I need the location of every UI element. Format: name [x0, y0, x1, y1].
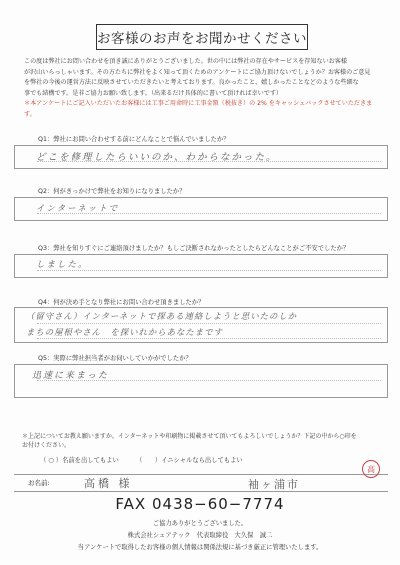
question-1-label: Q1：弊社にお問い合わせする前にどんなことで悩んでいましたか？ [38, 136, 230, 143]
question-3-label: Q3：弊社を知りすぐにご連絡頂けましたか？もしご決断されなかったとしたらどんなことがご不安でしたか？ [38, 245, 350, 252]
option-name-ok[interactable]: （ ○ ）名前を出してもよい [40, 457, 119, 464]
answer-2-handwriting: インターネットで [36, 204, 120, 214]
answer-4-handwriting-line-1: （留守さん）インターネットで探ある連絡しようと思いたのしか [26, 311, 298, 321]
page-title: お客様のお声をお聞かせください [96, 24, 308, 50]
intro-line: 事でも結構です。是非ご協力お願い致します。（出来るだけ具体的に書いて頂ければ幸いです） [24, 89, 283, 97]
cashback-note: ＊本アンケートにご記入いただいたお客様には工事ご用命時に工事金額（税抜き）の 2% をキャッシュバックさせていただきます。 [24, 100, 373, 118]
city-handwriting: 袖ヶ浦市 [248, 478, 300, 491]
dotted-line [37, 338, 381, 339]
intro-line: が沢山いらっしゃいます。その方たちに弊社をよく知って頂くためのアンケートにご協力頂けないでしょうか？お客様のご意見 [24, 68, 371, 76]
answer-4-handwriting-line-2: まちの屋根やさん を探いれからあなたまです [26, 327, 223, 337]
intro-line: を弊社の今後の運営方法に反映させていただきたいと考えております。良かったこと、嬉しかったことなどのような些細な [24, 79, 359, 87]
dotted-line [37, 270, 381, 271]
answer-5-handwriting: 迅速に来まった [32, 371, 110, 381]
question-2-label: Q2：何がきっかけで弊社をお知りになりましたか？ [38, 188, 186, 195]
fax-number: FAX 0438−60−7774 [115, 495, 285, 513]
answer-3-handwriting: しました。 [36, 260, 89, 270]
name-label: お名前: [28, 479, 50, 487]
dotted-line [37, 323, 381, 324]
name-handwriting: 高橋 様 [84, 477, 133, 490]
name-row [14, 474, 388, 492]
footer-privacy: 当アンケートで取得したお客様の個人情報は関係法規に基づき厳正に管理いたします。 [77, 544, 323, 551]
intro-line: この度は弊社にお問い合わせを頂き誠にありがとうございました。世の中には弊社の存在やサービスを存知ないお客様 [24, 58, 347, 65]
question-5-label: Q5：実際に弊社担当者がお伺いしていかがでしたか？ [38, 355, 192, 362]
intro-text [24, 57, 380, 121]
answer-1-handwriting: どこを修理したらいいのか、わからなかった。 [36, 152, 278, 163]
publish-note-line: ＊上記についてお教え願いますか。インターネットや印刷物に掲載させて頂いてもよろしいでしょうか？下記の中から○印を [22, 433, 357, 440]
footer-company: 株式会社シェアテック 代表取締役 大久保 誠二 [127, 532, 273, 539]
question-4-label: Q4：何が決め手となり弊社にお問い合わせ頂きましたか？ [38, 299, 205, 306]
publish-note-line: お付けください。 [22, 442, 71, 449]
footer-thanks: ご協力ありがとうございました。 [152, 520, 248, 527]
publish-permission-note [22, 432, 378, 450]
seal-stamp: 高 [362, 460, 380, 478]
option-initial-ok[interactable]: （ ）イニシャルなら出してもよい [136, 457, 243, 464]
